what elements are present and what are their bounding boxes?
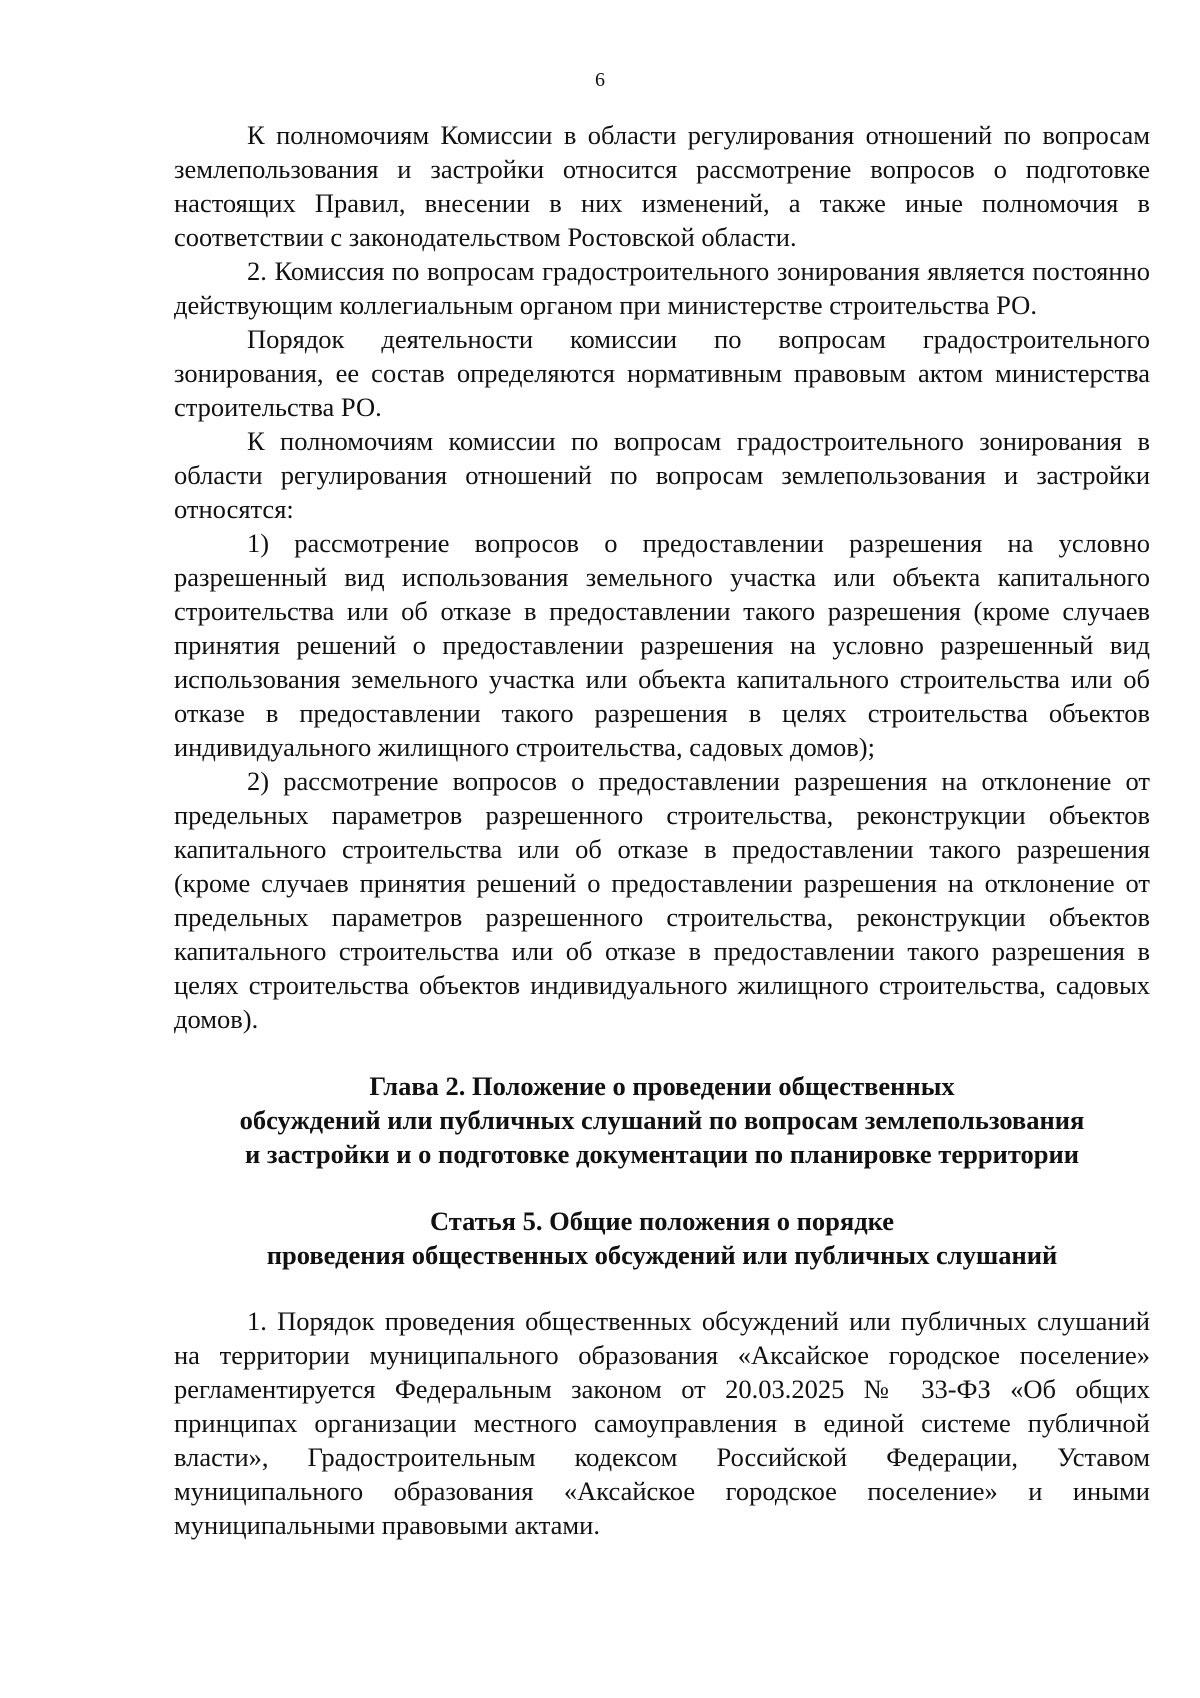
chapter-heading xyxy=(174,1069,1150,1171)
paragraph: Порядок деятельности комиссии по вопросам градостроительного зонирования, ее состав определяются нормативным правовым актом министерства строительства РО. xyxy=(174,324,1150,422)
chapter-heading-line: и застройки и о подготовке документации по планировке территории xyxy=(244,1139,1080,1169)
list-item: 2) рассмотрение вопросов о предоставлении разрешения на отклонение от предельных параметров разрешенного строительства, реконструкции объектов капитального строительства или об отказе в предоставлении такого разрешения (кроме случаев принятия решений о предоставлении разрешения на отклонение от предельных параметров разрешенного строительства, реконструкции объектов капитального строительства или об отказе в предоставлении такого разрешения в целях строительства объектов индивидуального жилищного строительства, садовых домов). xyxy=(174,766,1150,1034)
page-number: 6 xyxy=(595,69,605,91)
chapter-heading-line: Глава 2. Положение о проведении общественных xyxy=(369,1071,955,1101)
article-heading xyxy=(174,1204,1150,1272)
paragraph: 1. Порядок проведения общественных обсуждений или публичных слушаний на территории муниципального образования «Аксайское городское поселение» регламентируется Федеральным законом от 20.03.2025 № 33-ФЗ «Об общих принципах организации местного самоуправления в единой системе публичной власти», Градостроительным кодексом Российской Федерации, Уставом муниципального образования «Аксайское городское поселение» и иными муниципальными правовыми актами. xyxy=(174,1306,1150,1540)
article-heading-line: Статья 5. Общие положения о порядке xyxy=(429,1206,895,1236)
article-heading-line: проведения общественных обсуждений или публичных слушаний xyxy=(266,1240,1058,1270)
paragraph: 2. Комиссия по вопросам градостроительного зонирования является постоянно действующим коллегиальным органом при министерстве строительства РО. xyxy=(174,256,1150,320)
document-body xyxy=(174,118,1150,1542)
paragraph: К полномочиям Комиссии в области регулирования отношений по вопросам землепользования и застройки относится рассмотрение вопросов о подготовке настоящих Правил, внесении в них изменений, а также иные полномочия в соответствии с законодательством Ростовской области. xyxy=(174,120,1150,252)
paragraph: К полномочиям комиссии по вопросам градостроительного зонирования в области регулирования отношений по вопросам землепользования и застройки относятся: xyxy=(174,426,1150,524)
list-item: 1) рассмотрение вопросов о предоставлении разрешения на условно разрешенный вид использования земельного участка или объекта капитального строительства или об отказе в предоставлении такого разрешения (кроме случаев принятия решений о предоставлении разрешения на условно разрешенный вид использования земельного участка или объекта капитального строительства или об отказе в предоставлении такого разрешения в целях строительства объектов индивидуального жилищного строительства, садовых домов); xyxy=(174,528,1150,762)
chapter-heading-line: обсуждений или публичных слушаний по вопросам землепользования xyxy=(239,1105,1085,1135)
